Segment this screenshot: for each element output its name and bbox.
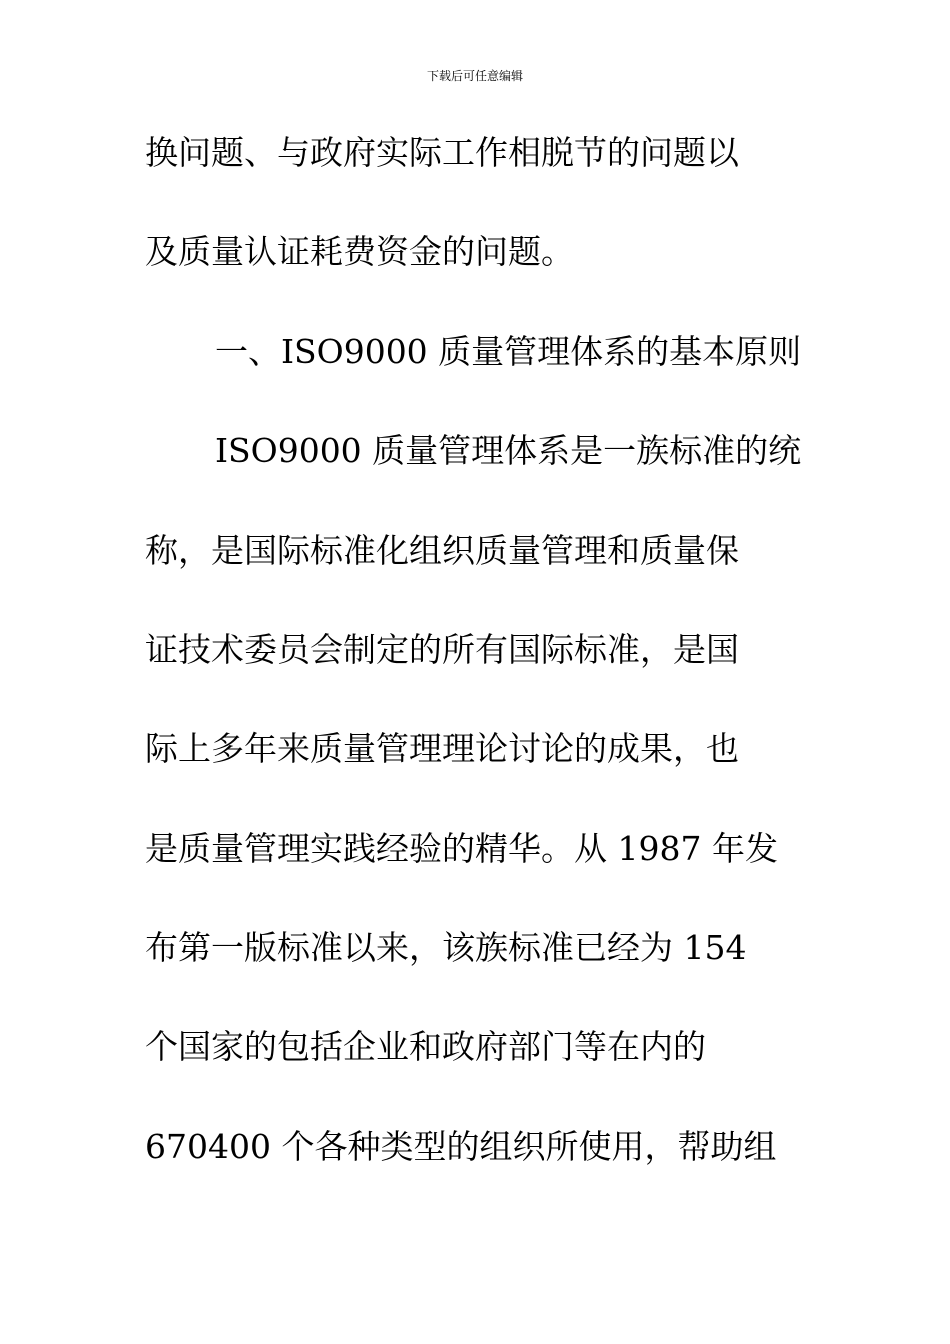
paragraph-line: 是质量管理实践经验的精华。从 1987 年发 (145, 829, 778, 868)
paragraph-line: 际上多年来质量管理理论讨论的成果，也 (145, 729, 739, 768)
paragraph-line: 换问题、与政府实际工作相脱节的问题以 (145, 133, 739, 172)
paragraph-line: 及质量认证耗费资金的问题。 (145, 232, 574, 271)
paragraph-line: ISO9000 质量管理体系是一族标准的统 (215, 431, 802, 470)
page-header: 下载后可任意编辑 (426, 69, 523, 83)
paragraph-line: 个国家的包括企业和政府部门等在内的 (145, 1027, 706, 1066)
paragraph-line: 证技术委员会制定的所有国际标准，是国 (145, 630, 739, 669)
section-heading: 一、ISO9000 质量管理体系的基本原则 (215, 332, 802, 371)
paragraph-line: 称，是国际标准化组织质量管理和质量保 (145, 531, 739, 570)
paragraph-line: 布第一版标准以来，该族标准已经为 154 (145, 928, 747, 967)
paragraph-line: 670400 个各种类型的组织所使用，帮助组 (145, 1127, 777, 1166)
